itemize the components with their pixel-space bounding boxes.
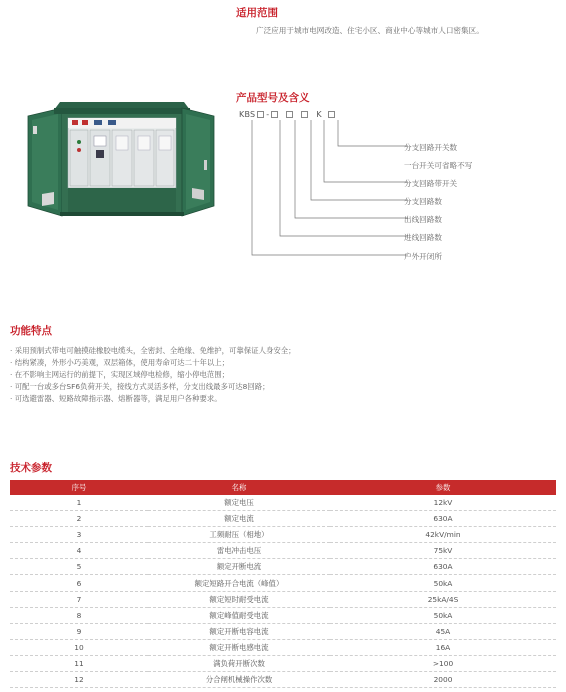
legend-label: 出线回路数 (404, 215, 442, 224)
feature-item: · 可选避雷器、短路故障指示器、熔断器等，满足用户各种要求。 (10, 394, 222, 403)
cell-index: 9 (10, 623, 148, 639)
feature-item: · 在不影响主网运行的前提下，实现区域停电检修，缩小停电范围； (10, 370, 230, 379)
legend-label: 一台开关可省略不写 (404, 161, 473, 170)
table-row (10, 495, 556, 511)
cell-index: 2 (10, 511, 148, 527)
model-code-dash: - (266, 110, 270, 119)
cell-index: 12 (10, 672, 148, 688)
feature-item: · 采用预制式带电可触摸硅橡胶电缆头，全密封、全绝缘、免维护，可靠保证人身安全； (10, 346, 296, 355)
cell-name: 额定峰值耐受电流 (148, 607, 330, 623)
features-list (10, 345, 550, 405)
cell-value: >100 (330, 655, 556, 671)
legend-label: 分支回路带开关 (404, 179, 458, 188)
col-header-index: 序号 (10, 480, 148, 495)
table-row (10, 527, 556, 543)
product-image (24, 98, 216, 218)
specs-title: 技术参数 (10, 462, 52, 474)
cell-index: 4 (10, 543, 148, 559)
table-row (10, 623, 556, 639)
cell-value: 16A (330, 639, 556, 655)
legend-label: 户外开闭所 (404, 252, 442, 261)
table-row (10, 639, 556, 655)
features-title: 功能特点 (10, 325, 52, 337)
model-code-prefix: KBS (239, 110, 256, 119)
scope-title: 适用范围 (236, 7, 278, 19)
model-code-k: K (316, 110, 322, 119)
cell-value: 2000 (330, 672, 556, 688)
model-connector-lines (230, 118, 410, 268)
cell-index: 8 (10, 607, 148, 623)
table-row (10, 655, 556, 671)
table-row (10, 511, 556, 527)
cell-index: 7 (10, 591, 148, 607)
cell-name: 雷电冲击电压 (148, 543, 330, 559)
table-row (10, 672, 556, 688)
table-row (10, 543, 556, 559)
cell-index: 5 (10, 559, 148, 575)
cell-index: 1 (10, 495, 148, 511)
cell-name: 分合闸机械操作次数 (148, 672, 330, 688)
table-row (10, 559, 556, 575)
scope-text: 广泛应用于城市电网改造、住宅小区、商业中心等城市人口密集区。 (256, 26, 484, 35)
cell-value: 12kV (330, 495, 556, 511)
cell-value: 630A (330, 559, 556, 575)
model-code-box (286, 111, 293, 118)
cell-value: 25kA/4S (330, 591, 556, 607)
cell-name: 额定短路开合电流（峰值） (148, 575, 330, 591)
specs-header-row (10, 480, 556, 495)
legend-label: 分支回路开关数 (404, 143, 458, 152)
cell-value: 75kV (330, 543, 556, 559)
table-row (10, 591, 556, 607)
legend-label: 进线回路数 (404, 233, 442, 242)
model-code-box (257, 111, 264, 118)
model-code-box (301, 111, 308, 118)
cell-index: 3 (10, 527, 148, 543)
legend-label: 分支回路数 (404, 197, 442, 206)
cell-index: 10 (10, 639, 148, 655)
cell-value: 50kA (330, 607, 556, 623)
cell-value: 42kV/min (330, 527, 556, 543)
cell-name: 额定开断电容电流 (148, 623, 330, 639)
feature-item: · 结构紧凑，外形小巧美观，双层箱体，使用寿命可达二十年以上； (10, 358, 230, 367)
cell-name: 额定开断电流 (148, 559, 330, 575)
cell-index: 11 (10, 655, 148, 671)
model-code-box (271, 111, 278, 118)
cell-name: 额定电流 (148, 511, 330, 527)
cell-value: 630A (330, 511, 556, 527)
model-code-box (328, 111, 335, 118)
specs-table (10, 480, 556, 688)
cell-name: 满负荷开断次数 (148, 655, 330, 671)
cell-value: 50kA (330, 575, 556, 591)
col-header-name: 名称 (148, 480, 330, 495)
cell-index: 6 (10, 575, 148, 591)
cell-name: 额定开断电感电流 (148, 639, 330, 655)
table-row (10, 575, 556, 591)
cell-name: 额定电压 (148, 495, 330, 511)
cell-name: 工频耐压（相地） (148, 527, 330, 543)
model-title: 产品型号及含义 (236, 92, 310, 104)
cell-name: 额定短时耐受电流 (148, 591, 330, 607)
col-header-value: 参数 (330, 480, 556, 495)
cell-value: 45A (330, 623, 556, 639)
feature-item: · 可配一台或多台SF6负荷开关，接线方式灵活多样，分支出线最多可达8回路； (10, 382, 270, 391)
table-row (10, 607, 556, 623)
